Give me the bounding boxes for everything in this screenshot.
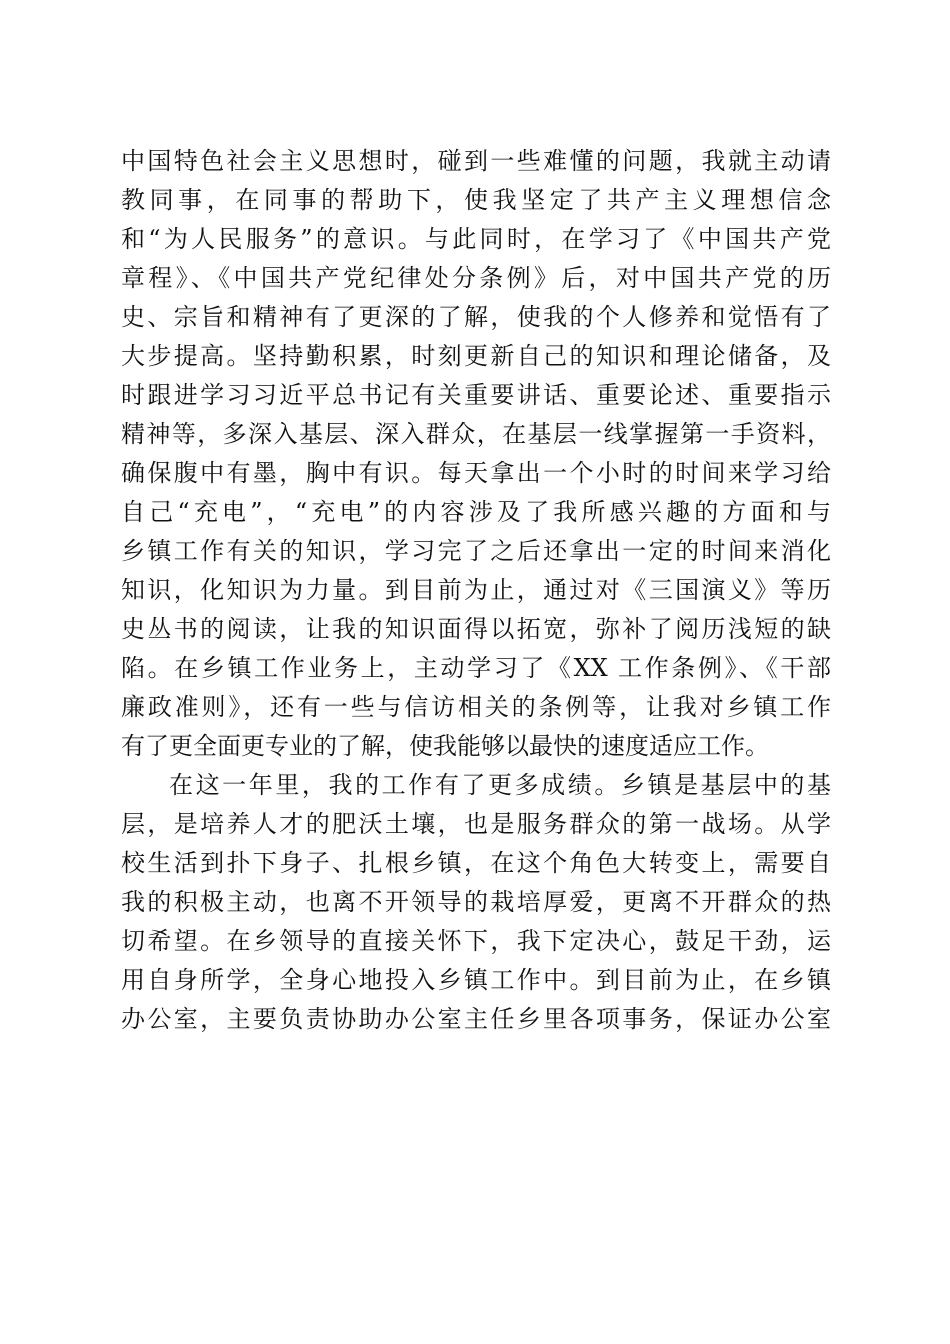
text-line: 廉政准则》，还有一些与信访相关的条例等，让我对乡镇工作 [121,693,831,721]
text-line: 和“为人民服务”的意识。与此同时，在学习了《中国共产党 [121,225,831,253]
text-line: 办公室，主要负责协助办公室主任乡里各项事务，保证办公室 [121,1005,831,1033]
text-line: 确保腹中有墨，胸中有识。每天拿出一个小时的时间来学习给 [121,459,831,487]
text-line: 时跟进学习习近平总书记有关重要讲话、重要论述、重要指示 [121,381,831,409]
text-line: 知识，化知识为力量。到目前为止，通过对《三国演义》等历 [121,576,831,604]
text-line: 我的积极主动，也离不开领导的栽培厚爱，更离不开群众的热 [121,888,831,916]
text-line: 中国特色社会主义思想时，碰到一些难懂的问题，我就主动请 [121,147,831,175]
text-line: 史丛书的阅读，让我的知识面得以拓宽，弥补了阅历浅短的缺 [121,615,831,643]
text-line: 史、宗旨和精神有了更深的了解，使我的个人修养和觉悟有了 [121,303,831,331]
text-line: 用自身所学，全身心地投入乡镇工作中。到目前为止，在乡镇 [121,966,831,994]
text-line: 章程》、《中国共产党纪律处分条例》后，对中国共产党的历 [121,264,831,292]
paragraph-end-line: 有了更全面更专业的了解，使我能够以最快的速度适应工作。 [121,732,769,760]
text-line: 乡镇工作有关的知识，学习完了之后还拿出一定的时间来消化 [121,537,831,565]
text-line: 陷。在乡镇工作业务上，主动学习了《XX 工作条例》、《干部 [121,654,831,682]
body-text [121,142,831,1039]
text-line: 校生活到扑下身子、扎根乡镇，在这个角色大转变上，需要自 [121,849,831,877]
paragraph-start-line: 在这一年里，我的工作有了更多成绩。乡镇是基层中的基 [169,771,831,799]
text-line: 切希望。在乡领导的直接关怀下，我下定决心，鼓足干劲，运 [121,927,831,955]
text-line: 大步提高。坚持勤积累，时刻更新自己的知识和理论储备，及 [121,342,831,370]
text-line: 层，是培养人才的肥沃土壤，也是服务群众的第一战场。从学 [121,810,831,838]
text-line: 自己“充电”，“充电”的内容涉及了我所感兴趣的方面和与 [121,498,831,526]
text-line: 精神等，多深入基层、深入群众，在基层一线掌握第一手资料， [121,420,831,448]
text-line: 教同事，在同事的帮助下，使我坚定了共产主义理想信念 [121,186,831,214]
